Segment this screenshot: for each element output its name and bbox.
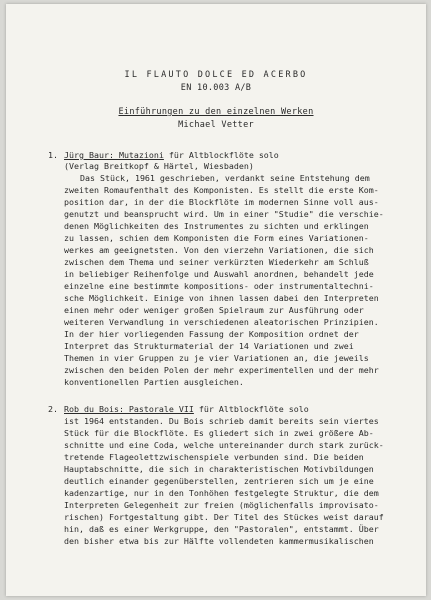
section-line: werkes am geeignetsten. Von den vierzehn Variationen, die sich <box>64 245 374 255</box>
section-line: Das Stück, 1961 geschrieben, verdankt seine Entstehung dem <box>80 173 370 183</box>
section-line: hin, daß es einer Werkgruppe, den "Pastoralen", entstammt. Über <box>64 524 379 534</box>
section-line: Hauptabschnitte, die sich in charakteristischen Motivbildungen <box>64 464 374 474</box>
section-line: zu lassen, schien dem Komponisten die Form eines Variationen- <box>64 233 369 243</box>
instrument: für Altblockflöte solo <box>193 404 309 414</box>
section-line: genutzt und beansprucht wird. Um in einer "Studie" die verschie- <box>64 209 384 219</box>
section-line: sche Möglichkeit. Einige von ihnen lassen dabei den Interpreten <box>64 293 379 303</box>
section-line: den bisher etwa bis zur Hälfte vollendeten kammermusikalischen <box>64 536 374 546</box>
section-line: einen mehr oder weniger großen Spielraum zur Ausführung oder <box>64 305 364 315</box>
section-line: zwischen dem Thema und seiner verkürzten Wiederkehr am Schluß <box>64 257 369 267</box>
document-subtitle: Einführungen zu den einzelnen Werken <box>118 107 314 117</box>
section-line: tretende Flageolettzwischenspiele verbunden sind. Die beiden <box>64 452 364 462</box>
section-number: 1. <box>48 150 58 160</box>
section-line: konventionellen Partien ausgleichen. <box>64 377 244 387</box>
section-number: 2. <box>48 404 58 414</box>
section-line: zweiten Romaufenthalt des Komponisten. Es stellt die erste Kom- <box>64 185 379 195</box>
composer-work: Rob du Bois: Pastorale VII <box>64 404 194 414</box>
section-line: schnitte und eine Coda, welche untereinander durch stark zurück- <box>64 440 384 450</box>
section-line: denen Möglichkeiten des Instrumentes zu sichten und erklingen <box>64 221 369 231</box>
section-line: in beliebiger Reihenfolge und Auswahl anordnen, behandelt jede <box>64 269 374 279</box>
section-heading <box>64 150 279 160</box>
section-line: kadenzartige, nur in den Tonhöhen festgelegte Struktur, die dem <box>64 488 379 498</box>
section-line: rischen) Fortgestaltung gibt. Der Titel des Stückes weist darauf <box>64 512 384 522</box>
section-line: Stück für die Blockflöte. Es gliedert sich in zwei größere Ab- <box>64 428 374 438</box>
section-line: einzelne eine bestimmte kompositions- oder instrumentaltechni- <box>64 281 374 291</box>
instrument: für Altblockflöte solo <box>163 150 279 160</box>
document-page <box>6 4 426 596</box>
section-line: In der hier vorliegenden Fassung der Komposition ordnet der <box>64 329 359 339</box>
section-line: Interpret das Strukturmaterial der 14 Variationen und zwei <box>64 341 354 351</box>
catalog-number: EN 10.003 A/B <box>180 83 252 93</box>
section-line: (Verlag Breitkopf & Härtel, Wiesbaden) <box>64 161 254 171</box>
section-line: ist 1964 entstanden. Du Bois schrieb damit bereits sein viertes <box>64 416 379 426</box>
composer-work: Jürg Baur: Mutazioni <box>64 150 164 160</box>
section-line: weiteren Verwandlung in verschiedenen aleatorischen Prinzipien. <box>64 317 379 327</box>
section-line: Themen in vier Gruppen zu je vier Variationen an, die jeweils <box>64 353 369 363</box>
document-title: IL FLAUTO DOLCE ED ACERBO <box>124 70 308 80</box>
section-heading <box>64 404 309 414</box>
section-line: zwischen den beiden Polen der mehr experimentellen und der mehr <box>64 365 379 375</box>
document-author: Michael Vetter <box>178 120 254 130</box>
section-line: position dar, in der die Blockflöte im modernen Sinne voll aus- <box>64 197 379 207</box>
section-line: Interpreten Gelegenheit zur freien (möglichenfalls improvisato- <box>64 500 379 510</box>
section-line: deutlich einander gegenüberstellen, zentrieren sich um je eine <box>64 476 374 486</box>
